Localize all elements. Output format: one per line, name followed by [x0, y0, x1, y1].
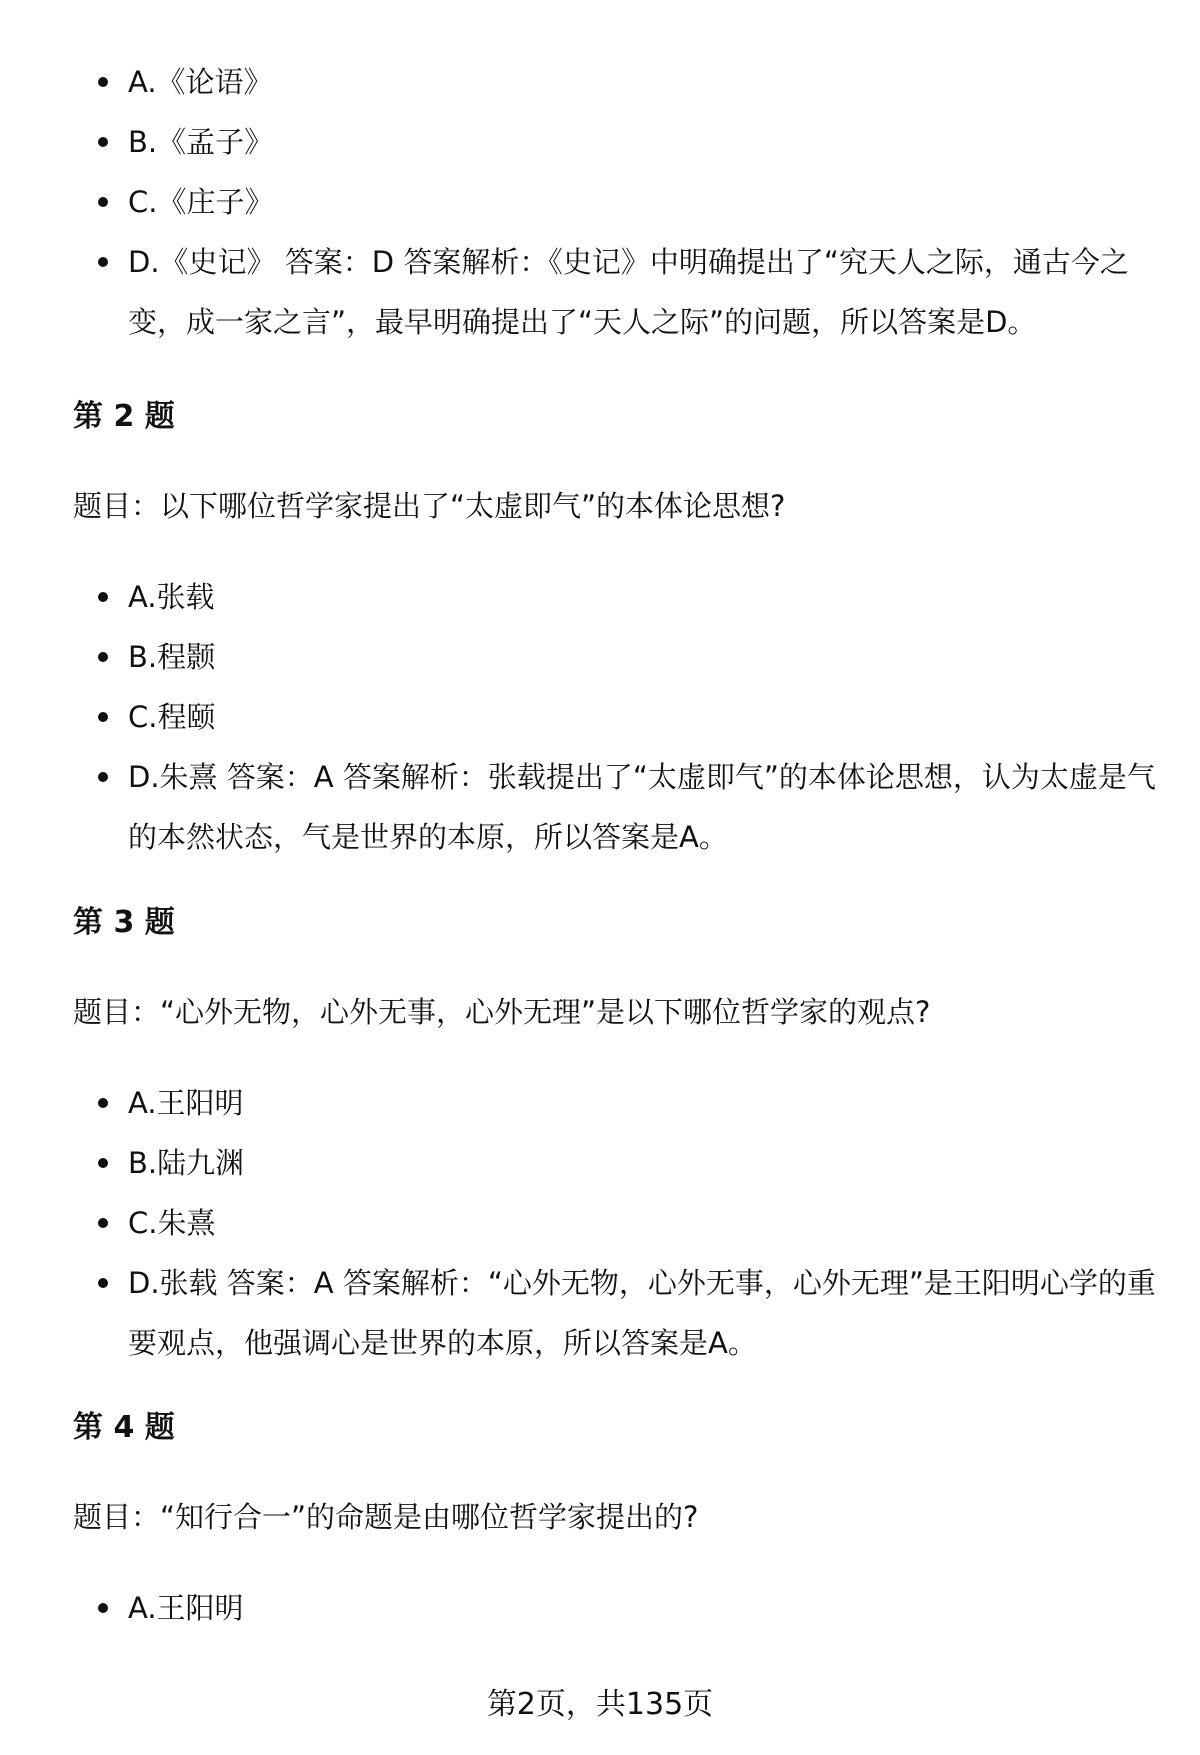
q3-option-c — [128, 1193, 1158, 1253]
q3-option-d-with-answer — [128, 1253, 1158, 1373]
q1-option-a — [128, 52, 1158, 112]
bullet-icon — [98, 197, 108, 207]
q2-heading: 第 2 题 — [73, 399, 175, 434]
option-text: C.《庄子》 — [128, 185, 274, 219]
option-text: C.朱熹 — [128, 1206, 216, 1240]
option-text: B.陆九渊 — [128, 1146, 245, 1180]
bullet-icon — [98, 1218, 108, 1228]
q2-option-a — [128, 567, 1158, 627]
q1-option-c — [128, 172, 1158, 232]
option-text: C.程颐 — [128, 700, 216, 734]
q3-option-b — [128, 1133, 1158, 1193]
option-text: A.张载 — [128, 580, 215, 614]
option-text: B.《孟子》 — [128, 125, 274, 159]
page-number-footer: 第2页，共135页 — [486, 1687, 714, 1722]
q4-heading: 第 4 题 — [73, 1410, 175, 1445]
q1-option-d-with-answer — [128, 232, 1158, 352]
bullet-icon — [98, 1278, 108, 1288]
q3-heading: 第 3 题 — [73, 905, 175, 940]
bullet-icon — [98, 137, 108, 147]
bullet-icon — [98, 1603, 108, 1613]
bullet-icon — [98, 1098, 108, 1108]
q4-option-a — [128, 1578, 1158, 1638]
q3-option-a — [128, 1073, 1158, 1133]
q1-option-b — [128, 112, 1158, 172]
q2-option-b — [128, 627, 1158, 687]
option-text: D.张载 答案：A 答案解析：“心外无物，心外无事，心外无理”是王阳明心学的重要观点，他强调心是世界的本原，所以答案是A。 — [128, 1266, 1156, 1360]
bullet-icon — [98, 77, 108, 87]
option-text: A.王阳明 — [128, 1086, 244, 1120]
bullet-icon — [98, 257, 108, 267]
bullet-icon — [98, 1158, 108, 1168]
bullet-icon — [98, 712, 108, 722]
option-text: B.程颢 — [128, 640, 216, 674]
bullet-icon — [98, 652, 108, 662]
option-text: A.《论语》 — [128, 65, 273, 99]
q3-question: 题目：“心外无物，心外无事，心外无理”是以下哪位哲学家的观点? — [73, 995, 931, 1029]
bullet-icon — [98, 592, 108, 602]
option-text: D.朱熹 答案：A 答案解析：张载提出了“太虚即气”的本体论思想，认为太虚是气的本然状态，气是世界的本原，所以答案是A。 — [128, 760, 1156, 854]
option-text: A.王阳明 — [128, 1591, 244, 1625]
option-text: D.《史记》 答案：D 答案解析：《史记》中明确提出了“究天人之际，通古今之变，成一家之言”，最早明确提出了“天人之际”的问题，所以答案是D。 — [128, 245, 1129, 339]
q4-question: 题目：“知行合一”的命题是由哪位哲学家提出的? — [73, 1500, 699, 1534]
bullet-icon — [98, 772, 108, 782]
q2-option-d-with-answer — [128, 747, 1158, 867]
q2-option-c — [128, 687, 1158, 747]
q2-question: 题目：以下哪位哲学家提出了“太虚即气”的本体论思想? — [73, 489, 786, 523]
